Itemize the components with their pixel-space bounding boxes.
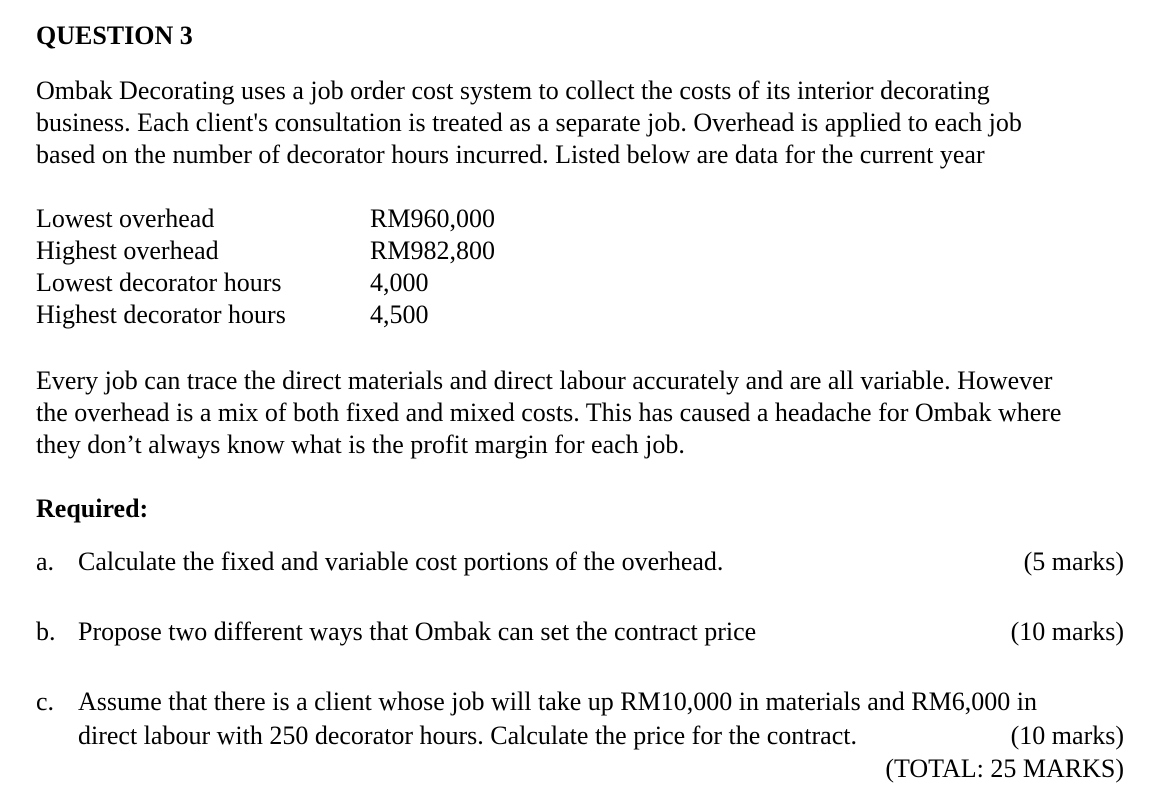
data-row-lowest-overhead <box>36 203 495 235</box>
item-letter: a. <box>36 547 55 576</box>
context-line: the overhead is a mix of both fixed and mixed costs. This has caused a headache for Ombak where <box>36 398 1062 427</box>
data-value: 4,500 <box>370 300 429 329</box>
required-item-b <box>36 615 1124 649</box>
data-label: Highest decorator hours <box>36 300 286 329</box>
item-marks: (10 marks) <box>1010 617 1124 646</box>
item-letter: c. <box>36 687 55 716</box>
data-value: 4,000 <box>370 268 429 297</box>
data-value: RM960,000 <box>370 204 495 233</box>
context-line: Every job can trace the direct materials and direct labour accurately and are all variable. However <box>36 366 1053 395</box>
intro-line: business. Each client's consultation is treated as a separate job. Overhead is applied to each job <box>36 108 1022 137</box>
required-item-c <box>36 685 1124 753</box>
required-item-a <box>36 545 1124 579</box>
data-row-lowest-hours <box>36 267 495 299</box>
question-heading: QUESTION 3 <box>36 21 193 50</box>
data-value: RM982,800 <box>370 236 495 265</box>
intro-line: Ombak Decorating uses a job order cost system to collect the costs of its interior decorating <box>36 76 990 105</box>
required-heading: Required: <box>36 494 149 523</box>
item-line <box>78 685 1124 719</box>
total-marks: (TOTAL: 25 MARKS) <box>885 754 1124 783</box>
intro-line: based on the number of decorator hours incurred. Listed below are data for the current year <box>36 140 985 169</box>
data-label: Lowest overhead <box>36 204 215 233</box>
item-text: Propose two different ways that Ombak can set the contract price <box>78 617 757 646</box>
item-line <box>78 545 1124 579</box>
intro-paragraph <box>36 75 1136 171</box>
item-line <box>78 719 1124 753</box>
item-line <box>78 615 1124 649</box>
item-text: Assume that there is a client whose job will take up RM10,000 in materials and RM6,000 in <box>78 687 1037 716</box>
item-letter: b. <box>36 617 56 646</box>
cost-data-table <box>36 203 495 331</box>
data-label: Highest overhead <box>36 236 219 265</box>
data-label: Lowest decorator hours <box>36 268 282 297</box>
data-row-highest-overhead <box>36 235 495 267</box>
item-text: Calculate the fixed and variable cost portions of the overhead. <box>78 547 724 576</box>
item-text: direct labour with 250 decorator hours. Calculate the price for the contract. <box>78 721 857 750</box>
data-row-highest-hours <box>36 299 495 331</box>
item-marks: (10 marks) <box>1010 721 1124 750</box>
context-paragraph <box>36 365 1136 461</box>
context-line: they don’t always know what is the profit margin for each job. <box>36 430 685 459</box>
item-marks: (5 marks) <box>1023 547 1124 576</box>
